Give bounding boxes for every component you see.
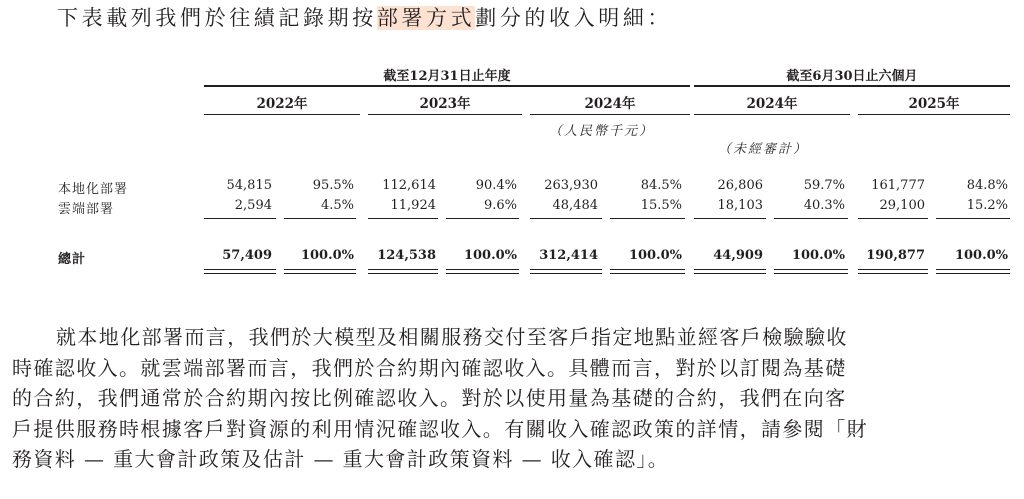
- paragraph-line: 務資料 — 重大會計政策及估計 — 重大會計政策資料 — 收入確認」。: [12, 447, 670, 471]
- table-cell-total: 100.0%: [463, 248, 517, 263]
- group-header-fiscal-year: 截至12月31日止年度: [383, 69, 511, 84]
- table-cell: 90.4%: [475, 178, 517, 193]
- paragraph-line: 的合約，我們通常於合約期內按比例確認收入。對於以使用量為基礎的合約，我們在向客: [12, 386, 847, 410]
- table-cell: 4.5%: [320, 198, 354, 213]
- year-rule: [530, 114, 690, 115]
- year-header-2024-h1: 2024年: [746, 96, 798, 112]
- subtotal-rule: [368, 218, 438, 219]
- table-cell: 11,924: [390, 198, 436, 213]
- table-cell-total: 190,877: [866, 248, 925, 263]
- table-cell: 161,777: [871, 178, 925, 193]
- table-cell-total: 100.0%: [954, 248, 1008, 263]
- year-rule: [368, 114, 522, 115]
- group-header-six-months: 截至6月30日止六個月: [786, 69, 918, 84]
- year-header-2022: 2022年: [256, 96, 308, 112]
- total-double-rule: [368, 269, 438, 274]
- table-cell: 263,930: [544, 178, 598, 193]
- intro-text-before: 下表載列我們於往績記錄期按: [57, 6, 377, 30]
- table-cell: 18,103: [717, 198, 763, 213]
- paragraph-line: 就本地化部署而言，我們於大模型及相關服務交付至客戶指定地點並經客戶檢驗驗收: [56, 325, 848, 349]
- total-double-rule: [936, 269, 1010, 274]
- total-double-rule: [446, 269, 519, 274]
- subtotal-rule: [858, 218, 928, 219]
- total-double-rule: [694, 269, 766, 274]
- unit-note: （人民幣千元）: [549, 124, 655, 139]
- year-rule: [204, 114, 360, 115]
- subtotal-rule: [936, 218, 1010, 219]
- year-header-2025-h1: 2025年: [908, 96, 960, 112]
- row-label-on-premise: 本地化部署: [58, 182, 129, 197]
- row-label-cloud: 雲端部署: [58, 202, 115, 217]
- table-cell: 2,594: [234, 198, 272, 213]
- paragraph-line: 戶提供服務時根據客戶對資源的利用情況確認收入。有關收入確認政策的詳情，請參閱「財: [12, 416, 868, 441]
- table-cell: 15.5%: [640, 198, 682, 213]
- revenue-recognition-paragraph: [12, 322, 1016, 475]
- subtotal-rule: [204, 218, 276, 219]
- subtotal-rule: [284, 218, 356, 219]
- table-cell: 54,815: [226, 178, 272, 193]
- intro-highlight: 部署方式: [376, 6, 476, 30]
- table-cell: 15.2%: [966, 198, 1008, 213]
- group-rule-six-months: [694, 85, 1010, 87]
- total-double-rule: [610, 269, 685, 274]
- year-rule: [858, 114, 1010, 115]
- table-cell: 59.7%: [803, 178, 845, 193]
- intro-text-after: 劃分的收入明細：: [475, 6, 673, 30]
- total-double-rule: [204, 269, 276, 274]
- table-cell-total: 124,538: [377, 248, 436, 263]
- subtotal-rule: [774, 218, 848, 219]
- subtotal-rule: [610, 218, 685, 219]
- total-double-rule: [530, 269, 602, 274]
- table-cell-total: 100.0%: [300, 248, 354, 263]
- table-cell: 48,484: [552, 198, 598, 213]
- table-cell-total: 100.0%: [791, 248, 845, 263]
- total-double-rule: [858, 269, 928, 274]
- table-cell: 9.6%: [483, 198, 517, 213]
- table-cell-total: 100.0%: [628, 248, 682, 263]
- total-double-rule: [284, 269, 356, 274]
- table-cell: 40.3%: [803, 198, 845, 213]
- subtotal-rule: [530, 218, 602, 219]
- audit-note: （未經審計）: [718, 142, 809, 157]
- year-rule: [694, 114, 850, 115]
- year-header-2024: 2024年: [584, 96, 636, 112]
- table-cell: 26,806: [717, 178, 763, 193]
- year-header-2023: 2023年: [419, 96, 471, 112]
- table-cell: 95.5%: [312, 178, 354, 193]
- table-cell: 29,100: [879, 198, 925, 213]
- intro-sentence: [57, 2, 672, 32]
- row-label-total: 總計: [58, 252, 87, 267]
- subtotal-rule: [694, 218, 766, 219]
- table-cell: 84.8%: [966, 178, 1008, 193]
- paragraph-line: 時確認收入。就雲端部署而言，我們於合約期內確認收入。具體而言，對於以訂閱為基礎: [12, 355, 847, 380]
- subtotal-rule: [446, 218, 519, 219]
- table-cell-total: 57,409: [222, 248, 272, 263]
- table-cell-total: 312,414: [539, 248, 598, 263]
- total-double-rule: [774, 269, 848, 274]
- table-cell: 112,614: [382, 178, 436, 193]
- table-cell: 84.5%: [640, 178, 682, 193]
- table-cell-total: 44,909: [713, 248, 763, 263]
- group-rule-fiscal-year: [204, 85, 690, 87]
